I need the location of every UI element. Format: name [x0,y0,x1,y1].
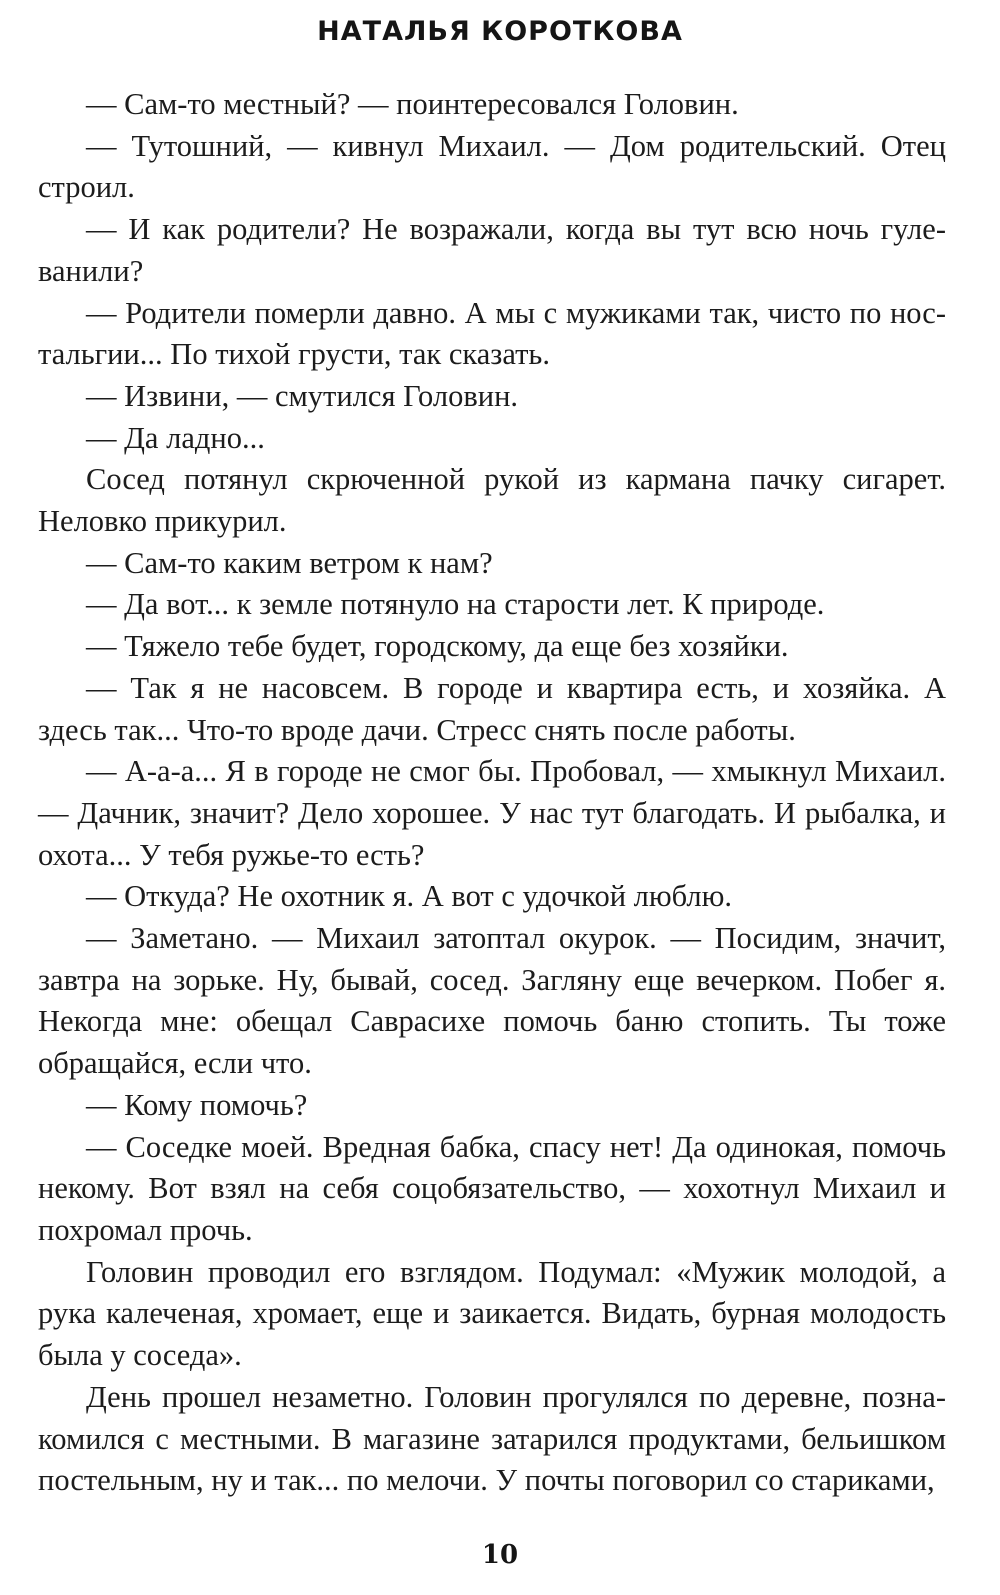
paragraph: — Да ладно... [86,420,265,455]
paragraph: — Родители померли давно. А мы с мужиками так, чисто по ностальгии... По тихой грусти, так сказать. [38,295,946,372]
body-text [38,84,946,1502]
paragraph: — Откуда? Не охотник я. А вот с удочкой люблю. [86,879,733,914]
paragraph: — Сам-то каким ветром к нам? [86,545,493,580]
paragraph: — Так я не насовсем. В городе и квартира есть, и хозяйка. А здесь так... Что-то вроде дачи. Стресс снять после работы. [38,670,946,747]
paragraph: День прошел незаметно. Головин прогулялся по деревне, познакомился с местными. В магазине затарился продуктами, бельишком постельным, ну и так... по мелочи. У почты поговорил со стариками, [38,1379,946,1498]
paragraph: — Заметано. — Михаил затоптал окурок. — Посидим, значит, завтра на зорьке. Ну, бывай, сосед. Загляну еще вечерком. Побег я. Некогда мне: обещал Саврасихе помочь баню стопить. Ты тоже обращайся, если что. [38,921,946,1081]
paragraph: — И как родители? Не возражали, когда вы тут всю ночь гулеванили? [38,212,946,288]
paragraph: — Кому помочь? [86,1087,308,1122]
paragraph: — Соседке моей. Вредная бабка, спасу нет! Да одинокая, помочь некому. Вот взял на себя соцобязательство, — хохотнул Михаил и похромал прочь. [38,1129,946,1247]
paragraph: Сосед потянул скрюченной рукой из кармана пачку сигарет. Неловко прикурил. [38,462,946,539]
paragraph: — Сам-то местный? — поинтересовался Головин. [86,87,739,121]
paragraph: — А-а-а... Я в городе не смог бы. Пробовал, — хмыкнул Михаил. — Дачник, значит? Дело хорошее. У нас тут благодать. И рыбалка, и охота... У тебя ружье-то есть? [38,754,946,872]
page-number: 10 [481,1540,519,1570]
paragraph: — Тутошний, — кивнул Михаил. — Дом родительский. Отец строил. [38,128,946,205]
paragraph: Головин проводил его взглядом. Подумал: «Мужик молодой, а рука калеченая, хромает, еще и заикается. Видать, бурная молодость была у соседа». [38,1254,946,1373]
running-header-author: НАТАЛЬЯ КОРОТКОВА [317,16,683,47]
paragraph: — Извини, — смутился Головин. [86,378,519,413]
paragraph: — Тяжело тебе будет, городскому, да еще без хозяйки. [86,629,789,664]
paragraph: — Да вот... к земле потянуло на старости лет. К природе. [86,587,825,622]
